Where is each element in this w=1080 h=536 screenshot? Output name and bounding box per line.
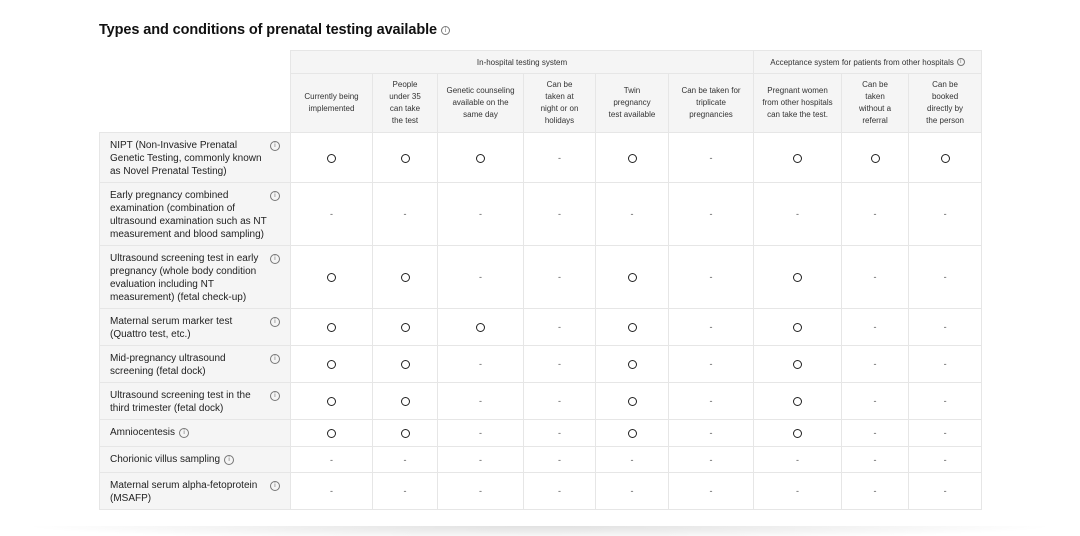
not-available-cell	[524, 183, 596, 246]
not-available-dash: -	[873, 396, 877, 406]
row-header	[100, 346, 291, 383]
not-available-cell	[669, 346, 754, 383]
not-available-dash: -	[873, 359, 877, 369]
not-available-cell	[524, 420, 596, 447]
row-label: Maternal serum marker test (Quattro test, etc.)	[110, 316, 233, 340]
not-available-cell	[524, 246, 596, 309]
info-icon[interactable]: i	[270, 354, 280, 364]
available-cell	[842, 133, 909, 183]
available-circle-icon	[327, 429, 336, 438]
available-cell	[596, 133, 669, 183]
column-header	[754, 74, 842, 133]
available-cell	[754, 133, 842, 183]
available-cell	[373, 133, 438, 183]
prenatal-testing-table	[99, 50, 982, 510]
not-available-cell	[524, 133, 596, 183]
not-available-cell	[291, 447, 373, 473]
available-cell	[373, 420, 438, 447]
available-circle-icon	[401, 360, 410, 369]
not-available-dash: -	[479, 454, 482, 465]
info-icon[interactable]: i	[270, 141, 280, 151]
column-header	[524, 74, 596, 133]
not-available-dash: -	[709, 272, 713, 282]
not-available-cell	[596, 473, 669, 510]
not-available-dash: -	[709, 454, 713, 465]
available-circle-icon	[628, 397, 637, 406]
available-circle-icon	[327, 154, 336, 163]
not-available-cell	[669, 383, 754, 420]
table-row	[100, 473, 982, 510]
not-available-cell	[909, 309, 982, 346]
table-row	[100, 383, 982, 420]
not-available-dash: -	[558, 359, 561, 369]
not-available-dash: -	[943, 209, 947, 219]
not-available-cell	[524, 309, 596, 346]
row-label: Chorionic villus sampling	[110, 454, 221, 465]
available-circle-icon	[476, 323, 485, 332]
not-available-dash: -	[479, 272, 482, 282]
section-header	[99, 22, 450, 38]
table-row	[100, 183, 982, 246]
available-cell	[754, 420, 842, 447]
available-circle-icon	[476, 154, 485, 163]
row-label: Maternal serum alpha-fetoprotein (MSAFP)	[110, 480, 258, 504]
page-title: Types and conditions of prenatal testing available	[99, 22, 437, 38]
not-available-dash: -	[709, 359, 713, 369]
available-circle-icon	[401, 154, 410, 163]
not-available-dash: -	[630, 454, 634, 465]
available-cell	[596, 309, 669, 346]
not-available-dash: -	[943, 272, 947, 282]
not-available-dash: -	[873, 322, 877, 332]
available-circle-icon	[793, 397, 802, 406]
row-label: Mid-pregnancy ultrasound screening (fetal dock)	[110, 353, 226, 377]
not-available-cell	[842, 246, 909, 309]
available-circle-icon	[793, 360, 802, 369]
available-circle-icon	[941, 154, 950, 163]
group-header-label: Acceptance system for patients from other hospitals	[770, 57, 954, 67]
available-circle-icon	[401, 273, 410, 282]
group-header-acceptance	[754, 51, 982, 74]
not-available-cell	[754, 183, 842, 246]
not-available-cell	[909, 346, 982, 383]
not-available-cell	[669, 183, 754, 246]
row-label: Early pregnancy combined examination (combination of ultrasound examination such as NT measurement and blood sampling)	[110, 190, 267, 240]
row-header	[100, 383, 291, 420]
not-available-dash: -	[630, 209, 634, 219]
group-header-label: In-hospital testing system	[476, 57, 568, 67]
not-available-cell	[438, 447, 524, 473]
not-available-dash: -	[943, 428, 947, 438]
not-available-cell	[438, 420, 524, 447]
column-header	[373, 74, 438, 133]
available-circle-icon	[401, 397, 410, 406]
not-available-cell	[669, 246, 754, 309]
not-available-cell	[842, 420, 909, 447]
not-available-dash: -	[709, 322, 713, 332]
available-circle-icon	[401, 323, 410, 332]
available-circle-icon	[327, 273, 336, 282]
available-cell	[291, 246, 373, 309]
row-label: Ultrasound screening test in early pregnancy (whole body condition evaluation including NT measurement) (fetal check-up)	[110, 253, 259, 303]
column-header-label: Twin pregnancy test available	[608, 86, 656, 119]
not-available-cell	[596, 183, 669, 246]
info-icon[interactable]: i	[270, 254, 280, 264]
column-header-label: Can be taken for triplicate pregnancies	[681, 86, 741, 119]
column-header	[596, 74, 669, 133]
not-available-dash: -	[943, 359, 947, 369]
not-available-dash: -	[558, 152, 561, 163]
available-cell	[438, 309, 524, 346]
available-cell	[596, 420, 669, 447]
available-cell	[291, 383, 373, 420]
row-label: Ultrasound screening test in the third trimester (fetal dock)	[110, 390, 251, 414]
available-cell	[754, 309, 842, 346]
not-available-cell	[669, 309, 754, 346]
not-available-cell	[909, 473, 982, 510]
row-header	[100, 183, 291, 246]
not-available-cell	[373, 183, 438, 246]
not-available-cell	[524, 473, 596, 510]
not-available-cell	[909, 447, 982, 473]
not-available-cell	[438, 183, 524, 246]
not-available-dash: -	[943, 486, 947, 496]
not-available-dash: -	[558, 486, 561, 496]
not-available-dash: -	[403, 486, 407, 496]
column-header-label: Can be booked directly by the person	[926, 80, 964, 125]
not-available-cell	[373, 447, 438, 473]
not-available-dash: -	[796, 454, 800, 465]
not-available-cell	[754, 447, 842, 473]
not-available-dash: -	[709, 428, 713, 438]
not-available-cell	[596, 447, 669, 473]
not-available-dash: -	[403, 454, 407, 465]
column-header	[909, 74, 982, 133]
available-cell	[754, 246, 842, 309]
not-available-cell	[754, 473, 842, 510]
info-icon[interactable]: i	[270, 391, 280, 401]
not-available-dash: -	[403, 209, 407, 219]
not-available-dash: -	[873, 486, 877, 496]
row-header	[100, 420, 291, 447]
row-header	[100, 309, 291, 346]
not-available-cell	[524, 346, 596, 383]
not-available-dash: -	[873, 209, 877, 219]
available-cell	[754, 346, 842, 383]
table-row	[100, 420, 982, 447]
not-available-dash: -	[558, 209, 561, 219]
not-available-cell	[669, 420, 754, 447]
not-available-dash: -	[558, 322, 561, 332]
not-available-dash: -	[558, 272, 561, 282]
not-available-dash: -	[873, 272, 877, 282]
group-header-in-hospital	[291, 51, 754, 74]
available-cell	[596, 346, 669, 383]
info-icon[interactable]: i	[224, 455, 234, 465]
info-icon[interactable]: i	[270, 191, 280, 201]
not-available-dash: -	[709, 396, 713, 406]
not-available-cell	[291, 473, 373, 510]
table-corner	[100, 51, 291, 133]
row-header	[100, 133, 291, 183]
not-available-cell	[909, 383, 982, 420]
not-available-cell	[438, 246, 524, 309]
available-cell	[373, 246, 438, 309]
available-cell	[754, 383, 842, 420]
available-circle-icon	[793, 273, 802, 282]
not-available-cell	[909, 183, 982, 246]
column-header-label: People under 35 can take the test	[389, 80, 421, 125]
not-available-cell	[438, 473, 524, 510]
not-available-dash: -	[479, 359, 482, 369]
available-cell	[596, 246, 669, 309]
available-cell	[909, 133, 982, 183]
available-cell	[373, 383, 438, 420]
not-available-cell	[909, 420, 982, 447]
available-circle-icon	[628, 429, 637, 438]
not-available-cell	[524, 447, 596, 473]
available-circle-icon	[793, 429, 802, 438]
not-available-dash: -	[943, 454, 947, 465]
available-circle-icon	[401, 429, 410, 438]
row-header	[100, 447, 291, 473]
not-available-dash: -	[479, 486, 482, 496]
not-available-cell	[842, 346, 909, 383]
not-available-cell	[842, 309, 909, 346]
available-circle-icon	[793, 323, 802, 332]
not-available-cell	[291, 183, 373, 246]
not-available-cell	[524, 383, 596, 420]
available-cell	[373, 309, 438, 346]
info-icon[interactable]: i	[179, 428, 189, 438]
table-row	[100, 346, 982, 383]
not-available-dash: -	[479, 428, 482, 438]
available-cell	[373, 346, 438, 383]
available-circle-icon	[628, 323, 637, 332]
info-icon[interactable]: i	[270, 481, 280, 491]
available-circle-icon	[793, 154, 802, 163]
not-available-cell	[842, 447, 909, 473]
not-available-dash: -	[943, 322, 947, 332]
not-available-dash: -	[709, 209, 713, 219]
not-available-dash: -	[479, 396, 482, 406]
not-available-dash: -	[330, 209, 333, 219]
available-cell	[596, 383, 669, 420]
column-header	[669, 74, 754, 133]
not-available-dash: -	[943, 396, 947, 406]
available-circle-icon	[327, 397, 336, 406]
column-header	[438, 74, 524, 133]
not-available-dash: -	[709, 152, 713, 163]
column-header-label: Pregnant women from other hospitals can take the test.	[762, 86, 833, 119]
column-header	[291, 74, 373, 133]
not-available-dash: -	[558, 428, 561, 438]
bottom-shadow	[20, 526, 1060, 536]
available-cell	[291, 420, 373, 447]
available-circle-icon	[327, 323, 336, 332]
column-header-label: Can be taken without a referral	[859, 80, 892, 125]
not-available-dash: -	[709, 486, 713, 496]
not-available-dash: -	[630, 486, 634, 496]
info-icon[interactable]: i	[957, 58, 965, 66]
not-available-cell	[842, 383, 909, 420]
table-row	[100, 246, 982, 309]
not-available-cell	[842, 473, 909, 510]
available-circle-icon	[327, 360, 336, 369]
not-available-cell	[438, 383, 524, 420]
not-available-dash: -	[479, 209, 482, 219]
available-cell	[291, 309, 373, 346]
not-available-dash: -	[330, 454, 333, 465]
row-header	[100, 246, 291, 309]
not-available-cell	[842, 183, 909, 246]
available-circle-icon	[628, 360, 637, 369]
column-header	[842, 74, 909, 133]
info-icon[interactable]: i	[270, 317, 280, 327]
table-row	[100, 447, 982, 473]
available-circle-icon	[628, 273, 637, 282]
not-available-dash: -	[558, 454, 561, 465]
not-available-cell	[669, 473, 754, 510]
row-label: NIPT (Non-Invasive Prenatal Genetic Testing, commonly known as Novel Prenatal Testing)	[110, 140, 262, 177]
available-cell	[291, 346, 373, 383]
available-cell	[438, 133, 524, 183]
table-row	[100, 309, 982, 346]
row-label: Amniocentesis	[110, 427, 176, 438]
available-circle-icon	[628, 154, 637, 163]
not-available-dash: -	[330, 486, 333, 496]
available-circle-icon	[871, 154, 880, 163]
not-available-dash: -	[796, 486, 800, 496]
column-header-label: Genetic counseling available on the same day	[446, 86, 515, 119]
not-available-cell	[373, 473, 438, 510]
info-icon[interactable]: i	[441, 26, 450, 35]
table-row	[100, 133, 982, 183]
row-header	[100, 473, 291, 510]
available-cell	[291, 133, 373, 183]
not-available-cell	[669, 133, 754, 183]
column-header-label: Currently being implemented	[304, 92, 359, 113]
not-available-dash: -	[796, 209, 800, 219]
not-available-cell	[669, 447, 754, 473]
not-available-dash: -	[873, 454, 877, 465]
not-available-dash: -	[558, 396, 561, 406]
column-header-label: Can be taken at night or on holidays	[540, 80, 579, 125]
not-available-dash: -	[873, 428, 877, 438]
not-available-cell	[438, 346, 524, 383]
not-available-cell	[909, 246, 982, 309]
